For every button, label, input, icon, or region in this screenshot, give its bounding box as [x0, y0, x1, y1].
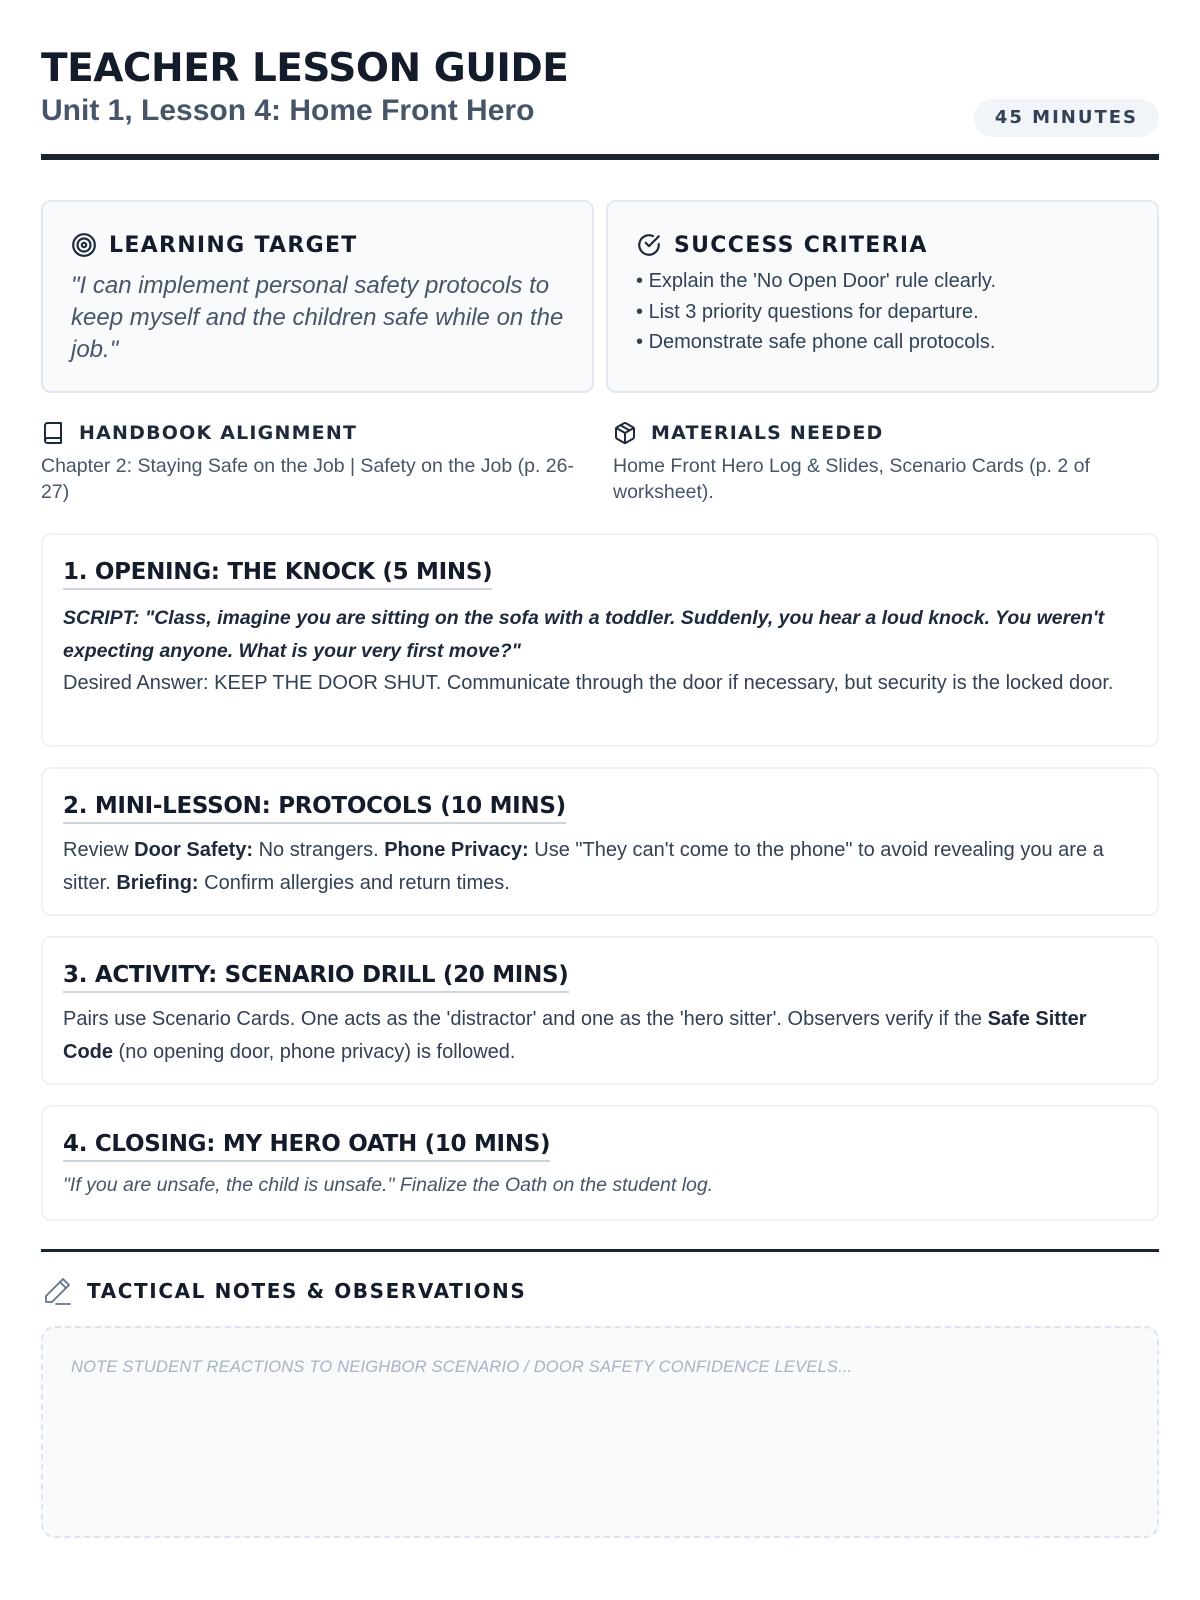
materials-heading — [613, 415, 1159, 451]
section-mini-lesson — [41, 767, 1159, 916]
check-circle-icon — [636, 232, 662, 258]
criteria-item: • Demonstrate safe phone call protocols. — [636, 327, 1129, 358]
page-title: TEACHER LESSON GUIDE — [41, 46, 569, 91]
notes-textarea[interactable] — [41, 1326, 1159, 1538]
handbook-alignment — [41, 415, 594, 505]
success-criteria-card — [606, 200, 1159, 393]
notes-divider — [41, 1249, 1159, 1252]
materials-needed — [613, 415, 1159, 505]
success-criteria-title: SUCCESS CRITERIA — [674, 232, 928, 258]
text-run: Confirm allergies and return times. — [198, 872, 510, 894]
criteria-item: • List 3 priority questions for departure. — [636, 297, 1129, 328]
text-run: Pairs use Scenario Cards. One acts as the 'distractor' and one as the 'hero sitter'. Observers verify if the — [63, 1008, 988, 1030]
success-criteria-list — [636, 266, 1129, 358]
section-activity — [41, 936, 1159, 1085]
handbook-title: HANDBOOK ALIGNMENT — [79, 422, 358, 444]
section-title: 1. OPENING: THE KNOCK (5 MINS) — [63, 557, 492, 590]
bold-run: Phone Privacy: — [384, 839, 529, 861]
text-run: No strangers. — [253, 839, 385, 861]
book-icon — [41, 421, 65, 445]
bold-run: Briefing: — [116, 872, 199, 894]
target-criteria-row — [41, 160, 1159, 393]
text-run: (no opening door, phone privacy) is followed. — [113, 1041, 516, 1063]
opening-script: SCRIPT: "Class, imagine you are sitting on the sofa with a toddler. Suddenly, you hear a loud knock. You weren't expecting anyone. What is your very first move?" — [63, 607, 1105, 662]
notes-heading — [41, 1274, 1159, 1308]
handbook-heading — [41, 415, 594, 451]
section-title: 3. ACTIVITY: SCENARIO DRILL (20 MINS) — [63, 960, 569, 993]
target-icon — [71, 232, 97, 258]
opening-answer: Desired Answer: KEEP THE DOOR SHUT. Communicate through the door if necessary, but security is the locked door. — [63, 672, 1114, 694]
page-subtitle: Unit 1, Lesson 4: Home Front Hero — [41, 94, 535, 127]
bold-run: Safe Sitter Code — [63, 1008, 1087, 1063]
bold-run: Door Safety: — [134, 839, 254, 861]
learning-target-heading — [71, 230, 564, 260]
section-title: 4. CLOSING: MY HERO OATH (10 MINS) — [63, 1129, 550, 1162]
notes-title: TACTICAL NOTES & OBSERVATIONS — [87, 1279, 527, 1303]
learning-target-card — [41, 200, 594, 393]
meta-row — [41, 415, 1159, 505]
section-title: 2. MINI-LESSON: PROTOCOLS (10 MINS) — [63, 791, 566, 824]
section-opening — [41, 533, 1159, 747]
page-header — [41, 46, 1159, 160]
materials-text: Home Front Hero Log & Slides, Scenario Cards (p. 2 of worksheet). — [613, 455, 1090, 503]
text-run: Review — [63, 839, 135, 861]
mini-lesson-text — [63, 834, 1137, 900]
notes-placeholder: NOTE STUDENT REACTIONS TO NEIGHBOR SCENARIO / DOOR SAFETY CONFIDENCE LEVELS... — [71, 1358, 853, 1376]
pencil-icon — [41, 1275, 73, 1307]
activity-text — [63, 1003, 1137, 1069]
success-criteria-heading — [636, 230, 1129, 260]
closing-text: "If you are unsafe, the child is unsafe." Finalize the Oath on the student log. — [63, 1174, 714, 1196]
package-icon — [613, 421, 637, 445]
duration-badge: 45 MINUTES — [974, 99, 1159, 137]
learning-target-title: LEARNING TARGET — [109, 232, 358, 258]
criteria-item: • Explain the 'No Open Door' rule clearly. — [636, 266, 1129, 297]
section-closing — [41, 1105, 1159, 1221]
text-run: Use "They can't come to the phone" to avoid revealing you are a sitter. — [63, 839, 1104, 894]
materials-title: MATERIALS NEEDED — [651, 422, 884, 444]
handbook-text: Chapter 2: Staying Safe on the Job | Safety on the Job (p. 26-27) — [41, 455, 574, 503]
learning-target-quote: "I can implement personal safety protocols to keep myself and the children safe while on the job." — [71, 272, 564, 363]
